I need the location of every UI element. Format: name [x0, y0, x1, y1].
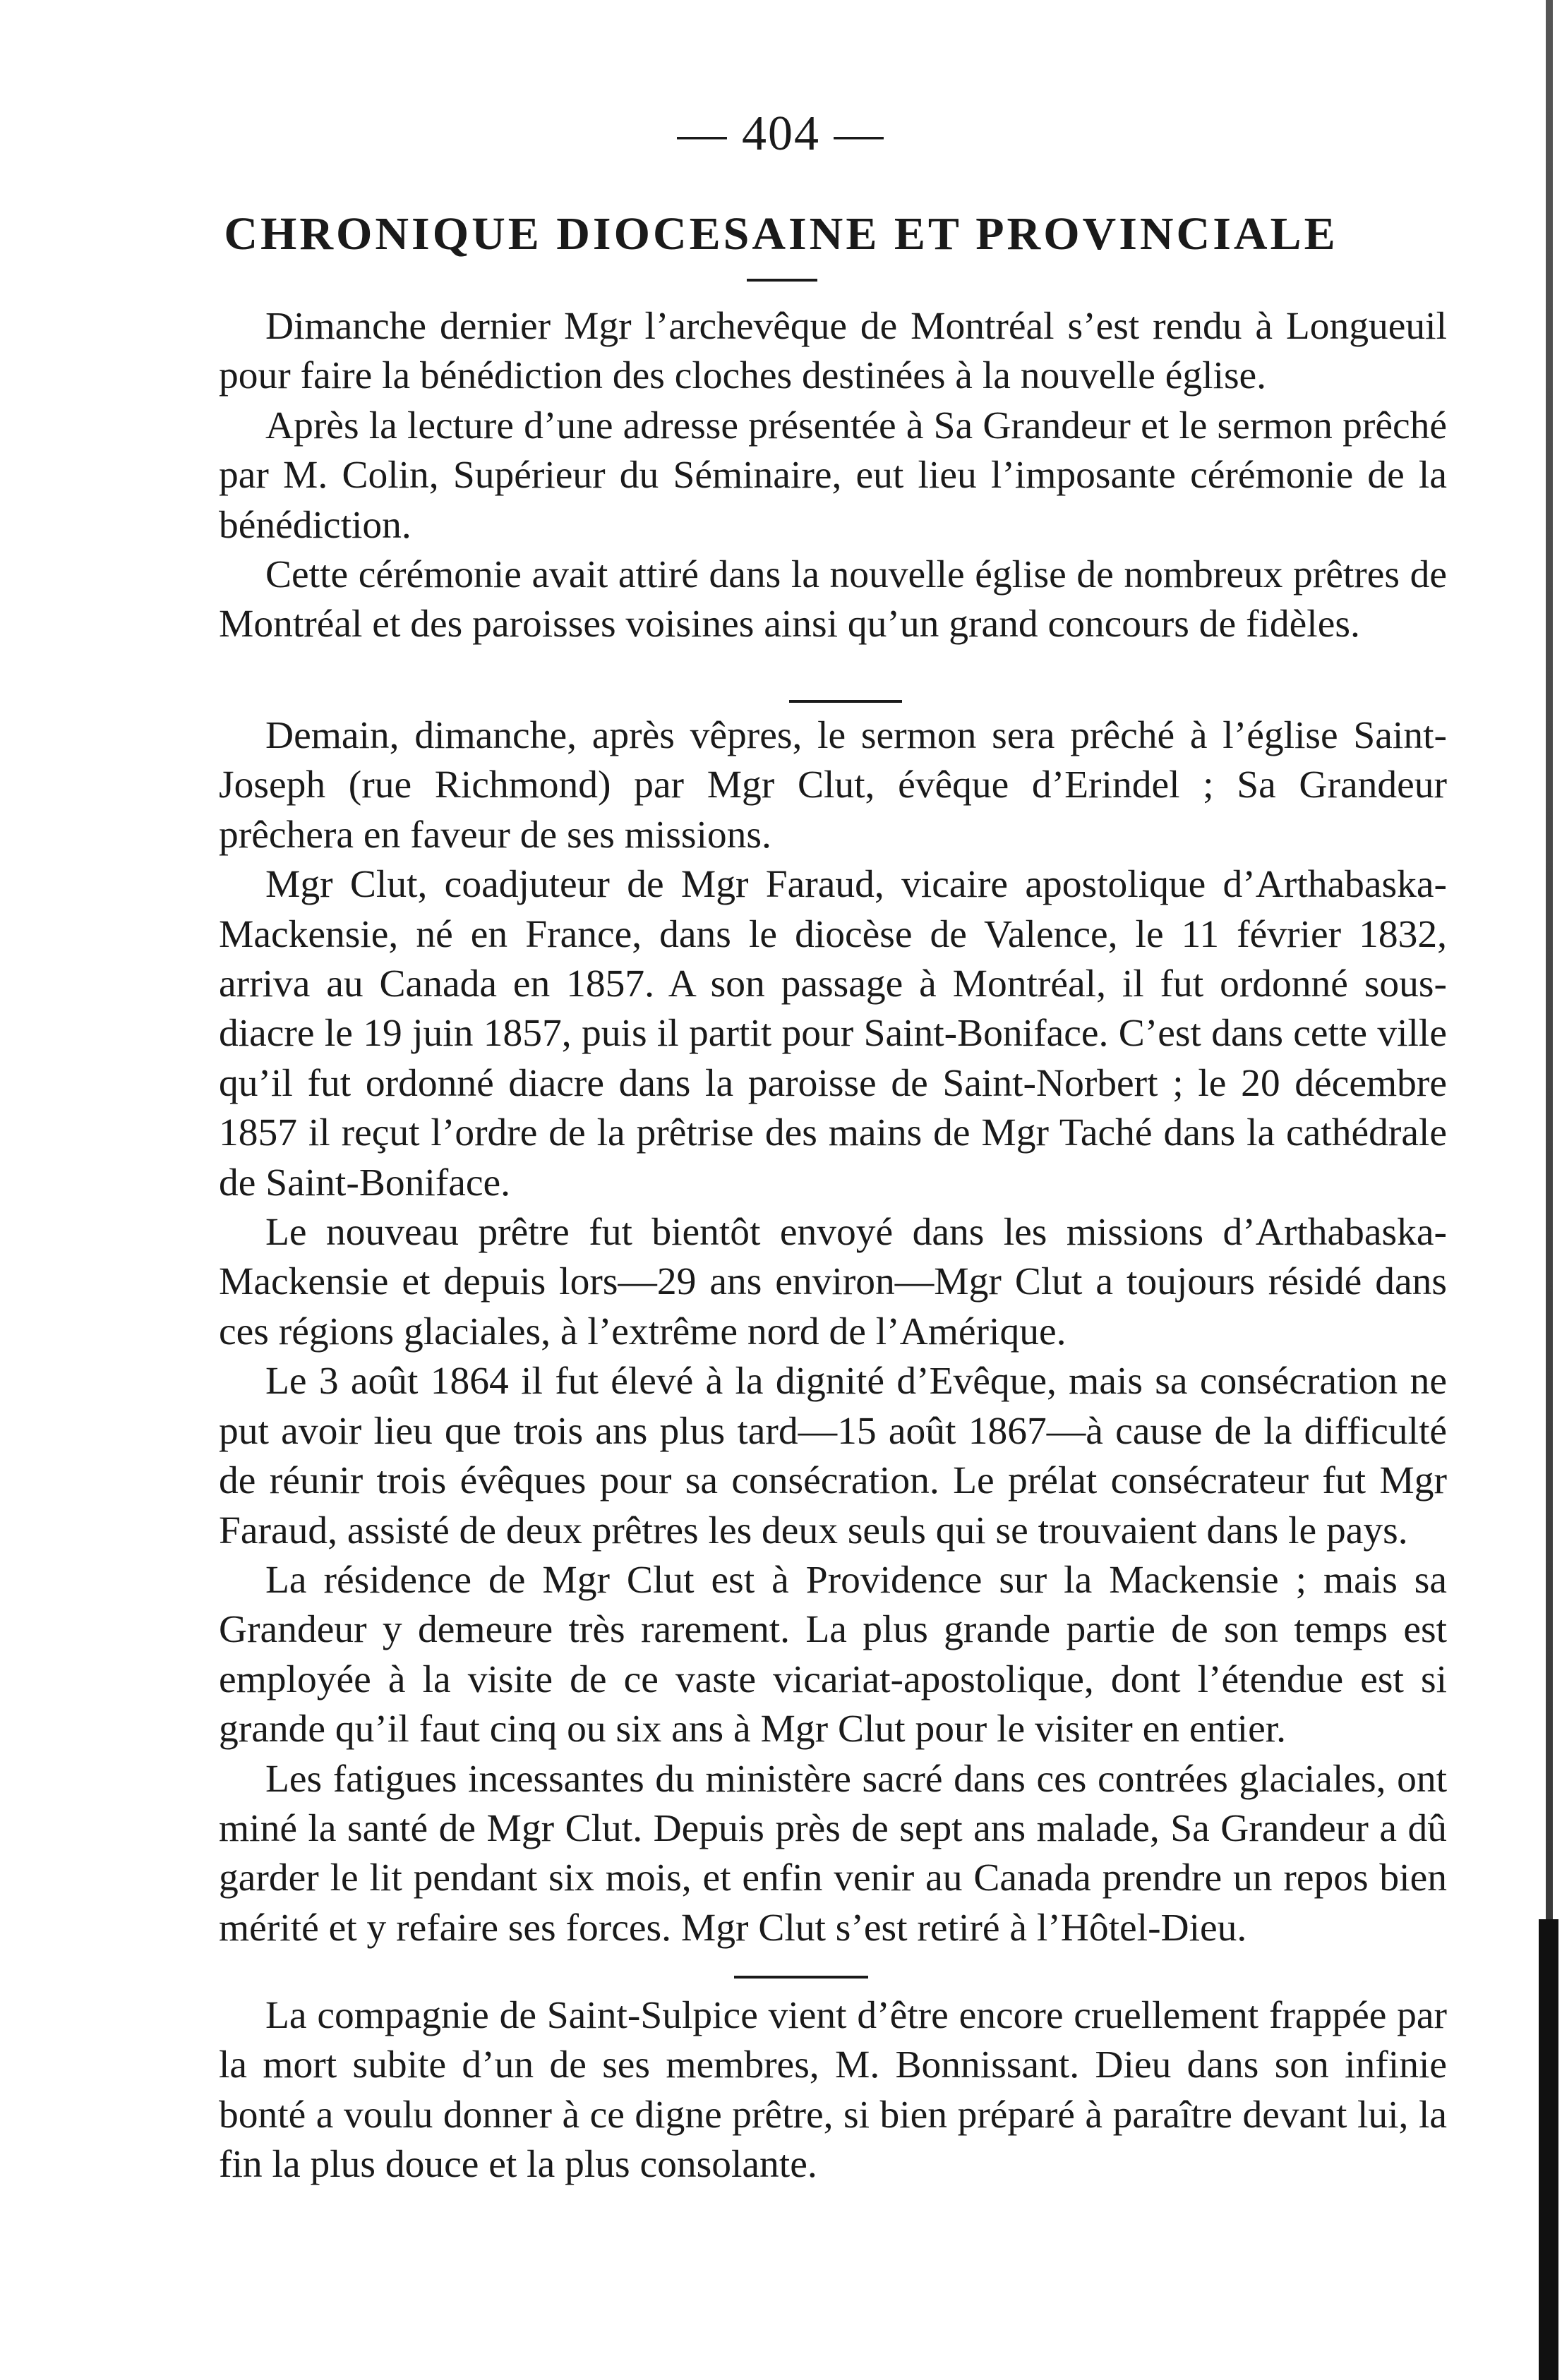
paragraph: La compagnie de Saint-Sulpice vient d’être encore cruellement frappée par la mort subite d’un de ses membres, M. Bonnissant. Dieu dans son infinie bonté a voulu donner à ce digne prêtre, si bien préparé à paraître devant lui, la fin la plus douce et la plus consolante.: [219, 1994, 1447, 2187]
paragraph: Cette cérémonie avait attiré dans la nouvelle église de nombreux prêtres de Montréal et des paroisses voisines ainsi qu’un grand concours de fidèles.: [219, 553, 1447, 646]
paragraph: Les fatigues incessantes du ministère sacré dans ces contrées glaciales, ont miné la santé de Mgr Clut. Depuis près de sept ans malade, Sa Grandeur a dû garder le lit pendant six mois, et enfin venir au Canada prendre un repos bien mérité et y refaire ses forces. Mgr Clut s’est retiré à l’Hôtel-Dieu.: [219, 1757, 1447, 1950]
section-1: [219, 302, 1447, 650]
section-divider: [789, 700, 902, 703]
section-divider: [734, 1976, 868, 1979]
paragraph: Mgr Clut, coadjuteur de Mgr Faraud, vicaire apostolique d’Arthabaska-Mackensie, né en France, dans le diocèse de Valence, le 11 février 1832, arriva au Canada en 1857. A son passage à Montréal, il fut ordonné sous-diacre le 19 juin 1857, puis il partit pour Saint-Boniface. C’est dans cette ville qu’il fut ordonné diacre dans la paroisse de Saint-Norbert ; le 20 décembre 1857 il reçut l’ordre de la prêtrise des mains de Mgr Taché dans la cathédrale de Saint-Boniface.: [219, 863, 1447, 1204]
paragraph: Le nouveau prêtre fut bientôt envoyé dans les missions d’Arthabaska-Mackensie et depuis lors—29 ans environ—Mgr Clut a toujours résidé dans ces régions glaciales, à l’extrême nord de l’Amérique.: [219, 1211, 1447, 1353]
section-2: [219, 711, 1447, 1953]
page-number: — 404 —: [677, 107, 885, 161]
section-3: [219, 1991, 1447, 2190]
paragraph: Dimanche dernier Mgr l’archevêque de Montréal s’est rendu à Longueuil pour faire la bénédiction des cloches destinées à la nouvelle église.: [219, 305, 1447, 398]
page-heading: CHRONIQUE DIOCESAINE ET PROVINCIALE: [224, 208, 1338, 260]
paragraph: Après la lecture d’une adresse présentée à Sa Grandeur et le sermon prêché par M. Colin, Supérieur du Séminaire, eut lieu l’imposante cérémonie de la bénédiction.: [219, 404, 1447, 547]
paragraph: La résidence de Mgr Clut est à Providence sur la Mackensie ; mais sa Grandeur y demeure très rarement. La plus grande partie de son temps est employée à la visite de ce vaste vicariat-apostolique, dont l’étendue est si grande qu’il faut cinq ou six ans à Mgr Clut pour le visiter en entier.: [219, 1558, 1447, 1751]
paragraph: Le 3 août 1864 il fut élevé à la dignité d’Evêque, mais sa consécration ne put avoir lieu que trois ans plus tard—15 août 1867—à cause de la difficulté de réunir trois évêques pour sa consécration. Le prélat consécrateur fut Mgr Faraud, assisté de deux prêtres les deux seuls qui se trouvaient dans le pays.: [219, 1360, 1447, 1552]
scan-edge-shadow: [1539, 1919, 1558, 2380]
heading-rule: [747, 279, 817, 282]
paragraph: Demain, dimanche, après vêpres, le sermon sera prêché à l’église Saint-Joseph (rue Richmond) par Mgr Clut, évêque d’Erindel ; Sa Grandeur prêchera en faveur de ses missions.: [219, 714, 1447, 857]
